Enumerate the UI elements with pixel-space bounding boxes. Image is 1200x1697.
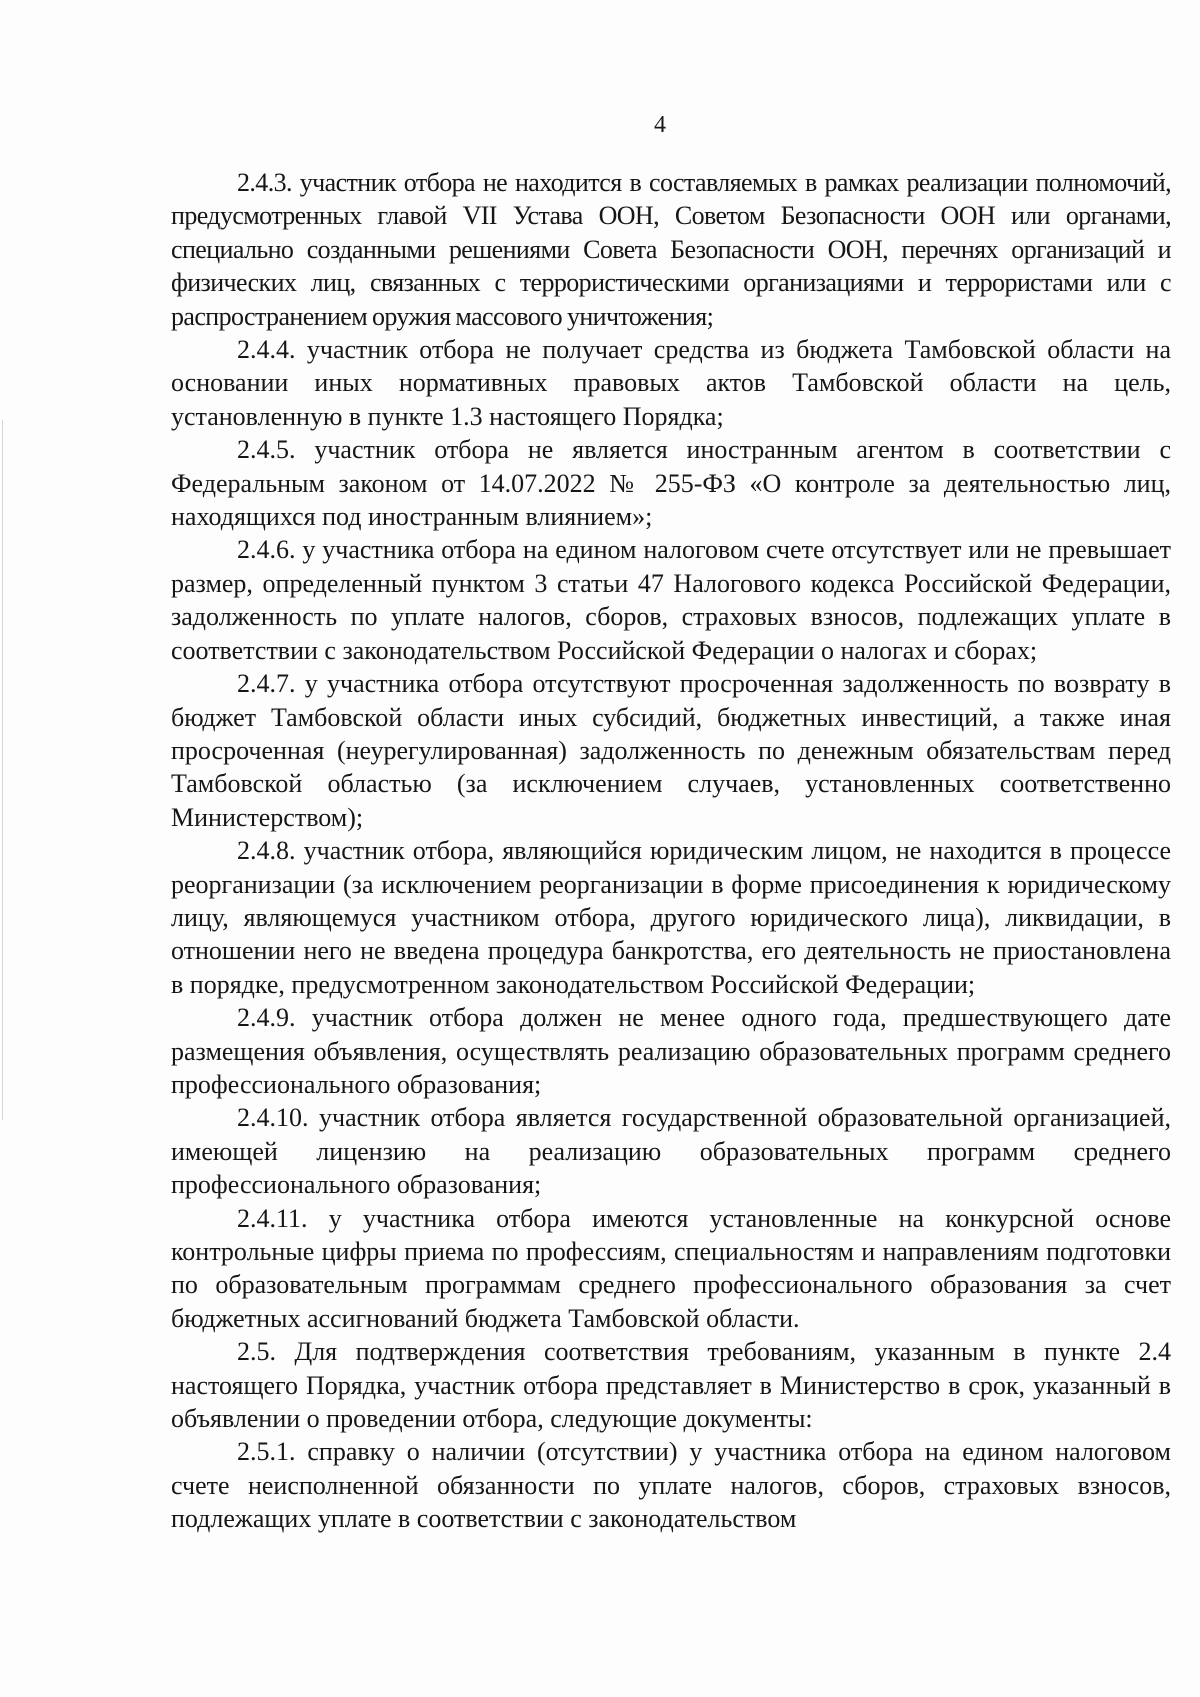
scan-edge-mark <box>2 420 3 1120</box>
paragraph-2-5-1: 2.5.1. справку о наличии (отсутствии) у участника отбора на едином налоговом счете неисполненной обязанности по уплате налогов, сборов, страховых взносов, подлежащих уплате в соответствии с законодательством <box>171 1437 1171 1534</box>
paragraph-2-4-6: 2.4.6. у участника отбора на едином налоговом счете отсутствует или не превышает размер, определенный пунктом 3 статьи 47 Налогового кодекса Российской Федерации, задолженность по уплате налогов, сборов, страховых взносов, подлежащих уплате в соответствии с законодательством Российской Федерации о налогах и сборах; <box>171 535 1171 665</box>
paragraph-2-4-9: 2.4.9. участник отбора должен не менее одного года, предшествующего дате размещения объявления, осуществлять реализацию образовательных программ среднего профессионального образования; <box>171 1003 1171 1099</box>
page-number: 4 <box>654 112 666 138</box>
document-body <box>171 166 1171 1536</box>
paragraph-2-4-3: 2.4.3. участник отбора не находится в составляемых в рамках реализации полномочий, предусмотренных главой VII Устава ООН, Советом Безопасности ООН или органами, специально созданными решениями Совета Безопасности ООН, перечнях организаций и физических лиц, связанных с террористическими организациями и террористами или с распространением оружия массового уничтожения; <box>171 168 1171 331</box>
paragraph-2-5: 2.5. Для подтверждения соответствия требованиям, указанным в пункте 2.4 настоящего Порядка, участник отбора представляет в Министерство в срок, указанный в объявлении о проведении отбора, следующие документы: <box>171 1337 1171 1434</box>
paragraph-2-4-11: 2.4.11. у участника отбора имеются установленные на конкурсной основе контрольные цифры приема по профессиям, специальностям и направлениям подготовки по образовательным программам среднего профессионального образования за счет бюджетных ассигнований бюджета Тамбовской области. <box>171 1203 1171 1333</box>
paragraph-2-4-8: 2.4.8. участник отбора, являющийся юридическим лицом, не находится в процессе реорганизации (за исключением реорганизации в форме присоединения к юридическому лицу, являющемуся участником отбора, другого юридического лица), ликвидации, в отношении него не введена процедура банкротства, его деятельность не приостановлена в порядке, предусмотренном законодательством Российской Федерации; <box>171 836 1171 999</box>
paragraph-2-4-7: 2.4.7. у участника отбора отсутствуют просроченная задолженность по возврату в бюджет Тамбовской области иных субсидий, бюджетных инвестиций, а также иная просроченная (неурегулированная) задолженность по денежным обязательствам перед Тамбовской областью (за исключением случаев, установленных соответственно Министерством); <box>171 669 1171 832</box>
paragraph-2-4-5: 2.4.5. участник отбора не является иностранным агентом в соответствии с Федеральным законом от 14.07.2022 № 255-ФЗ «О контроле за деятельностью лиц, находящихся под иностранным влиянием»; <box>171 435 1171 532</box>
paragraph-2-4-10: 2.4.10. участник отбора является государственной образовательной организацией, имеющей лицензию на реализацию образовательных программ среднего профессионального образования; <box>171 1103 1171 1200</box>
paragraph-2-4-4: 2.4.4. участник отбора не получает средства из бюджета Тамбовской области на основании иных нормативных правовых актов Тамбовской области на цель, установленную в пункте 1.3 настоящего Порядка; <box>171 335 1171 431</box>
